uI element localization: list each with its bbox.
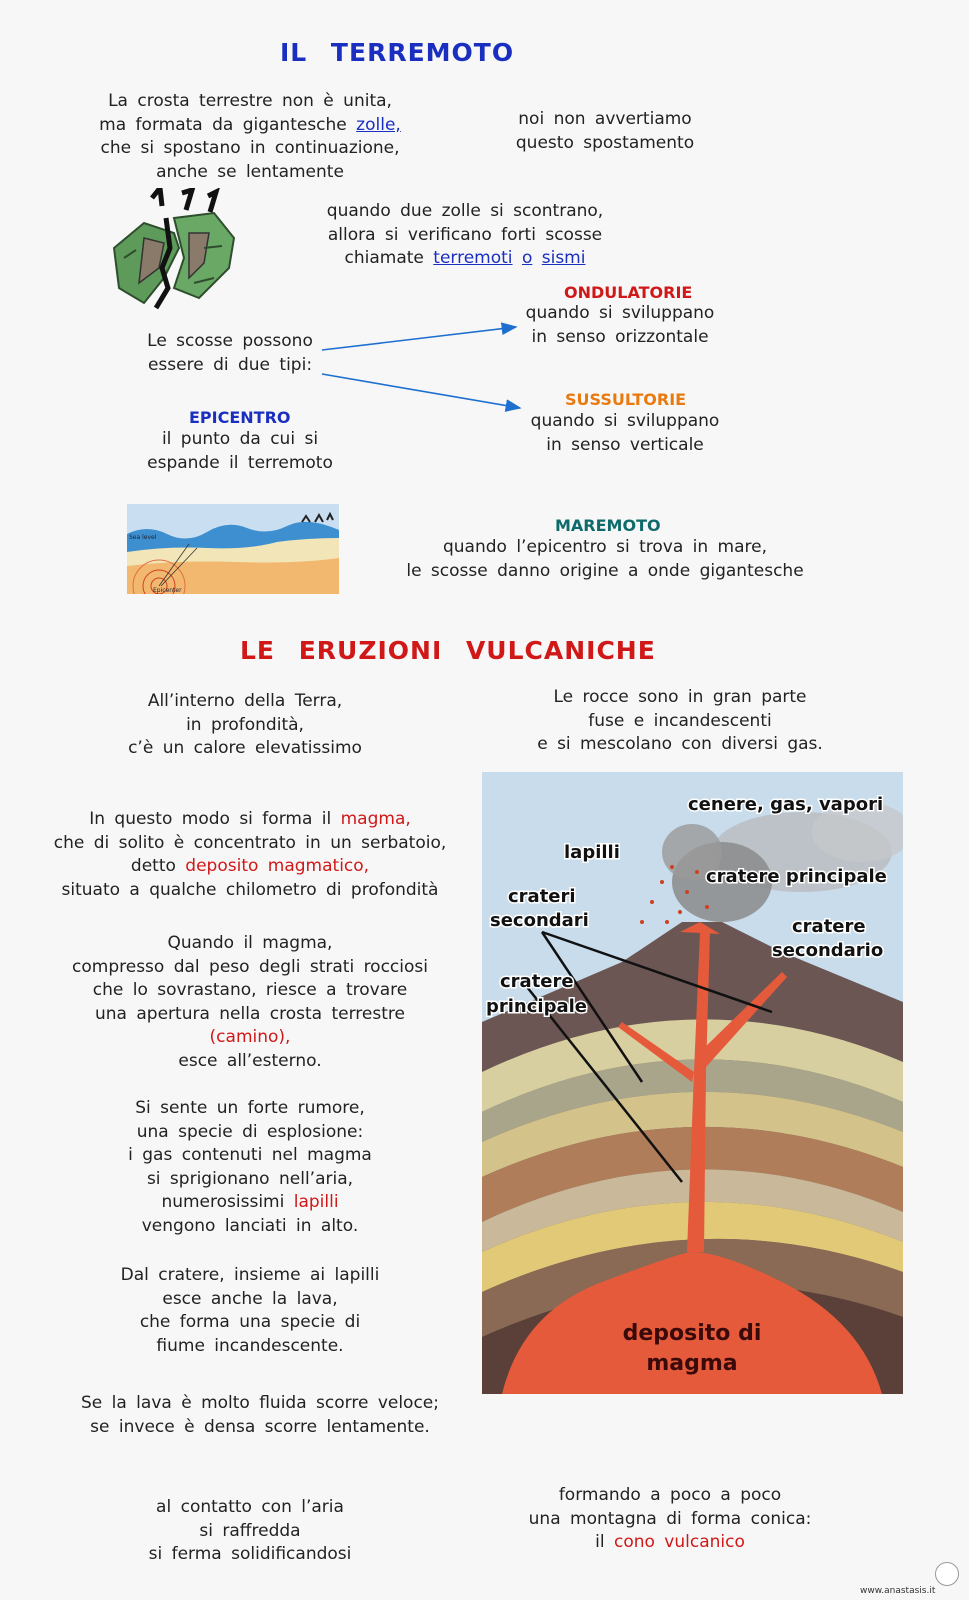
maremoto-text [380, 536, 830, 583]
crust-line-2: ma formata da gigantesche [99, 114, 357, 135]
when-line-6: esce all’esterno. [178, 1050, 322, 1071]
zolle-link[interactable]: zolle, [356, 114, 401, 135]
types-arrows [320, 318, 530, 418]
magma-deposit-label-2: magma [646, 1351, 738, 1376]
lava-line-2: esce anche la lava, [162, 1288, 338, 1309]
crust-line-4: anche se lentamente [156, 161, 344, 182]
epicentro-line-1: il punto da cui si [161, 429, 319, 449]
lava-text [90, 1264, 410, 1358]
fluid-line-1: Se la lava è molto fluida scorre veloce; [80, 1393, 439, 1413]
main-crater-label-1: cratere [500, 971, 574, 992]
cool-line-1: al contatto con l’aria [156, 1497, 344, 1517]
camino-word: (camino), [209, 1027, 291, 1047]
epicentro-heading: EPICENTRO [189, 408, 291, 427]
epicentro-text [130, 428, 350, 475]
magma-line-1: In questo modo si forma il [89, 809, 341, 829]
when-text [30, 932, 470, 1073]
secondary-crater-label-1: cratere [792, 916, 866, 937]
notice-text [490, 108, 720, 155]
interior-line-3: c’è un calore elevatissimo [128, 738, 362, 758]
maremoto-line-2: le scosse danno origine a onde gigantesche [406, 560, 804, 581]
explosion-line-1: Si sente un forte rumore, [135, 1098, 365, 1118]
secondary-craters-label-1: crateri [508, 886, 576, 907]
deposito-magmatico-word: deposito magmatico, [185, 856, 370, 876]
magma-line-3: detto [130, 856, 186, 876]
ash-gas-vapor-label: cenere, gas, vapori [688, 794, 884, 815]
interior-line-2: in profondità, [186, 714, 304, 735]
rocks-line-3: e si mescolano con diversi gas. [537, 734, 823, 754]
rocks-line-1: Le rocce sono in gran parte [553, 687, 807, 707]
secondary-craters-label-2: secondari [490, 910, 589, 931]
cono-vulcanico-word: cono vulcanico [613, 1532, 745, 1552]
interior-line-1: All’interno della Terra, [147, 691, 343, 711]
magma-line-2: che di solito è concentrato in un serbatoio, [53, 832, 447, 853]
magma-word: magma, [340, 809, 411, 829]
quake-title: IL TERREMOTO [280, 38, 515, 67]
notice-line-2: questo spostamento [515, 132, 695, 153]
epicenter-label: Epicenter [153, 587, 182, 594]
lava-line-4: fiume incandescente. [156, 1335, 344, 1356]
fluid-text [50, 1392, 470, 1439]
explosion-line-4: si sprigionano nell’aria, [146, 1168, 354, 1189]
types-text [130, 330, 330, 377]
ondulatorie-line-1: quando si sviluppano [525, 303, 715, 323]
ondulatorie-heading: ONDULATORIE [564, 283, 693, 302]
volcano-diagram [482, 772, 903, 1394]
rocks-text [520, 686, 840, 757]
o-link[interactable]: o [521, 248, 533, 268]
when-line-2: compresso dal peso degli strati rocciosi [72, 956, 428, 977]
cool-line-2: si raffredda [199, 1520, 301, 1541]
ondulatorie-line-2: in senso orizzontale [531, 326, 709, 347]
secondary-crater-label-2: secondario [772, 940, 884, 961]
crust-line-1: La crosta terrestre non è unita, [108, 91, 392, 111]
sussultorie-line-2: in senso verticale [546, 434, 704, 455]
cone-line-1: formando a poco a poco [558, 1485, 782, 1505]
cone-line-3: il [595, 1532, 614, 1552]
sussultorie-heading: SUSSULTORIE [565, 390, 687, 409]
lapilli-label: lapilli [564, 842, 620, 863]
ondulatorie-text [500, 302, 740, 349]
magma-text [30, 808, 470, 902]
collide-line-2: allora si verificano forti scosse [327, 224, 603, 245]
volcano-title: LE ERUZIONI VULCANICHE [240, 636, 656, 665]
lava-line-1: Dal cratere, insieme ai lapilli [120, 1265, 380, 1285]
maremoto-line-1: quando l’epicentro si trova in mare, [442, 537, 768, 557]
explosion-line-2: una specie di esplosione: [136, 1121, 364, 1142]
collide-line-3: chiamate [344, 248, 434, 268]
fluid-line-2: se invece è densa scorre lentamente. [90, 1416, 430, 1437]
sussultorie-text [505, 410, 745, 457]
crust-line-3: che si spostano in continuazione, [100, 138, 400, 158]
interior-text [90, 690, 400, 761]
cone-line-2: una montagna di forma conica: [528, 1508, 812, 1529]
lava-line-3: che forma una specie di [139, 1312, 361, 1332]
lapilli-word: lapilli [293, 1192, 339, 1212]
crust-text [80, 90, 420, 184]
sea-level-label: Sea level [129, 534, 157, 541]
explosion-text [80, 1097, 420, 1238]
types-line-2: essere di due tipi: [147, 354, 313, 375]
cool-line-3: si ferma solidificandosi [148, 1544, 352, 1564]
sussultorie-line-1: quando si sviluppano [530, 411, 720, 431]
tsunami-diagram [127, 504, 339, 594]
epicentro-line-2: espande il terremoto [147, 452, 333, 473]
explosion-line-3: i gas contenuti nel magma [128, 1145, 372, 1165]
arrow-sussultorie [322, 374, 520, 408]
explosion-line-6: vengono lanciati in alto. [141, 1215, 359, 1236]
magma-line-4: situato a qualche chilometro di profondità [61, 879, 439, 900]
cone-text [500, 1484, 840, 1555]
footer-site[interactable]: www.anastasis.it [860, 1586, 936, 1596]
maremoto-heading: MAREMOTO [555, 516, 661, 535]
terremoti-link[interactable]: terremoti [433, 248, 513, 268]
cracked-ground-illustration [104, 188, 244, 316]
collide-text [300, 200, 630, 271]
when-line-1: Quando il magma, [167, 933, 333, 953]
rocks-line-2: fuse e incandescenti [588, 710, 772, 731]
sismi-link[interactable]: sismi [541, 248, 586, 268]
notice-line-1: noi non avvertiamo [518, 109, 692, 129]
explosion-line-5: numerosissimi [161, 1192, 294, 1212]
collide-line-1: quando due zolle si scontrano, [326, 201, 604, 221]
arrow-ondulatorie [322, 327, 516, 350]
cool-text [110, 1496, 390, 1567]
when-line-4: una apertura nella crosta terrestre [95, 1003, 405, 1024]
anastasis-logo-icon [935, 1562, 959, 1586]
types-line-1: Le scosse possono [147, 331, 313, 351]
magma-deposit-label-1: deposito di [622, 1321, 762, 1346]
main-crater-top-label: cratere principale [706, 866, 887, 887]
when-line-3: che lo sovrastano, riesce a trovare [92, 980, 408, 1000]
main-crater-label-2: principale [486, 996, 587, 1017]
